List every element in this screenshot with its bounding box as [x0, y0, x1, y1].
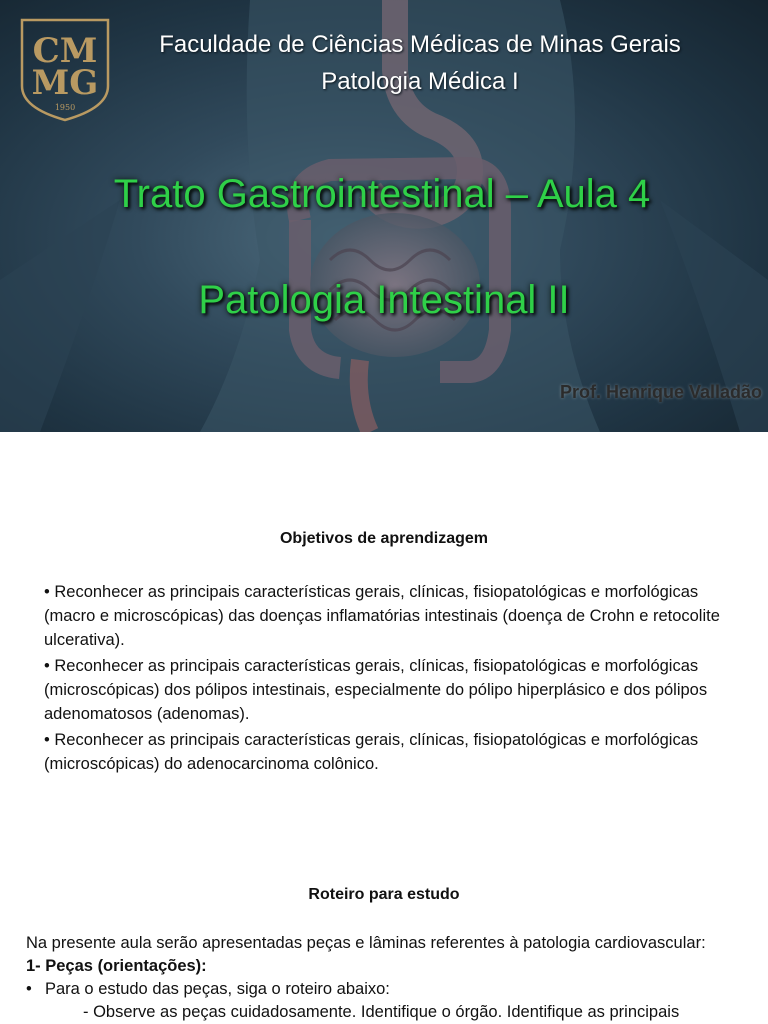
course-name: Patologia Médica I [321, 68, 519, 95]
roteiro-heading: Roteiro para estudo [308, 886, 460, 903]
institution-header [120, 26, 720, 100]
section-1-paren: (orientações): [97, 957, 207, 975]
section-1-heading [26, 955, 756, 978]
bullet-icon: • [26, 980, 32, 998]
section-1-number: 1- Peças [26, 957, 93, 975]
bullet-text: Para o estudo das peças, siga o roteiro abaixo: [45, 980, 390, 998]
objectives-list [44, 580, 744, 778]
objectives-heading: Objetivos de aprendizagem [279, 530, 489, 547]
logo-monogram-top: CM [32, 31, 98, 71]
sub-item: - Observe as peças cuidadosamente. Identifique o órgão. Identifique as principais [83, 1003, 680, 1021]
roteiro-intro: Na presente aula serão apresentadas peças e lâminas referentes à patologia cardiovascular: [26, 934, 706, 952]
slide-subtitle: Patologia Intestinal II [198, 278, 570, 322]
roteiro-body [26, 932, 756, 1024]
title-slide [0, 0, 768, 432]
professor-name: Prof. Henrique Valladão [559, 382, 762, 402]
logo-year: 1950 [54, 103, 76, 112]
bullet-item [26, 978, 756, 1001]
cmmg-logo [18, 16, 112, 122]
objective-item: • Reconhecer as principais características gerais, clínicas, fisiopatológicas e morfológicas (microscópicas) dos pólipos intestinais, especialmente do pólipo hiperplásico e dos pólipos adenomatosos (adenomas). [44, 657, 708, 723]
institution-name: Faculdade de Ciências Médicas de Minas Gerais [159, 31, 681, 58]
slide-title: Trato Gastrointestinal – Aula 4 [113, 172, 651, 216]
objective-item: • Reconhecer as principais características gerais, clínicas, fisiopatológicas e morfológicas (microscópicas) do adenocarcinoma colônico. [44, 731, 699, 773]
logo-monogram-bottom: MG [31, 63, 99, 103]
objective-item: • Reconhecer as principais características gerais, clínicas, fisiopatológicas e morfológicas (macro e microscópicas) das doenças inflamatórias intestinais (doença de Crohn e retocolite ulcerativa). [44, 583, 720, 649]
